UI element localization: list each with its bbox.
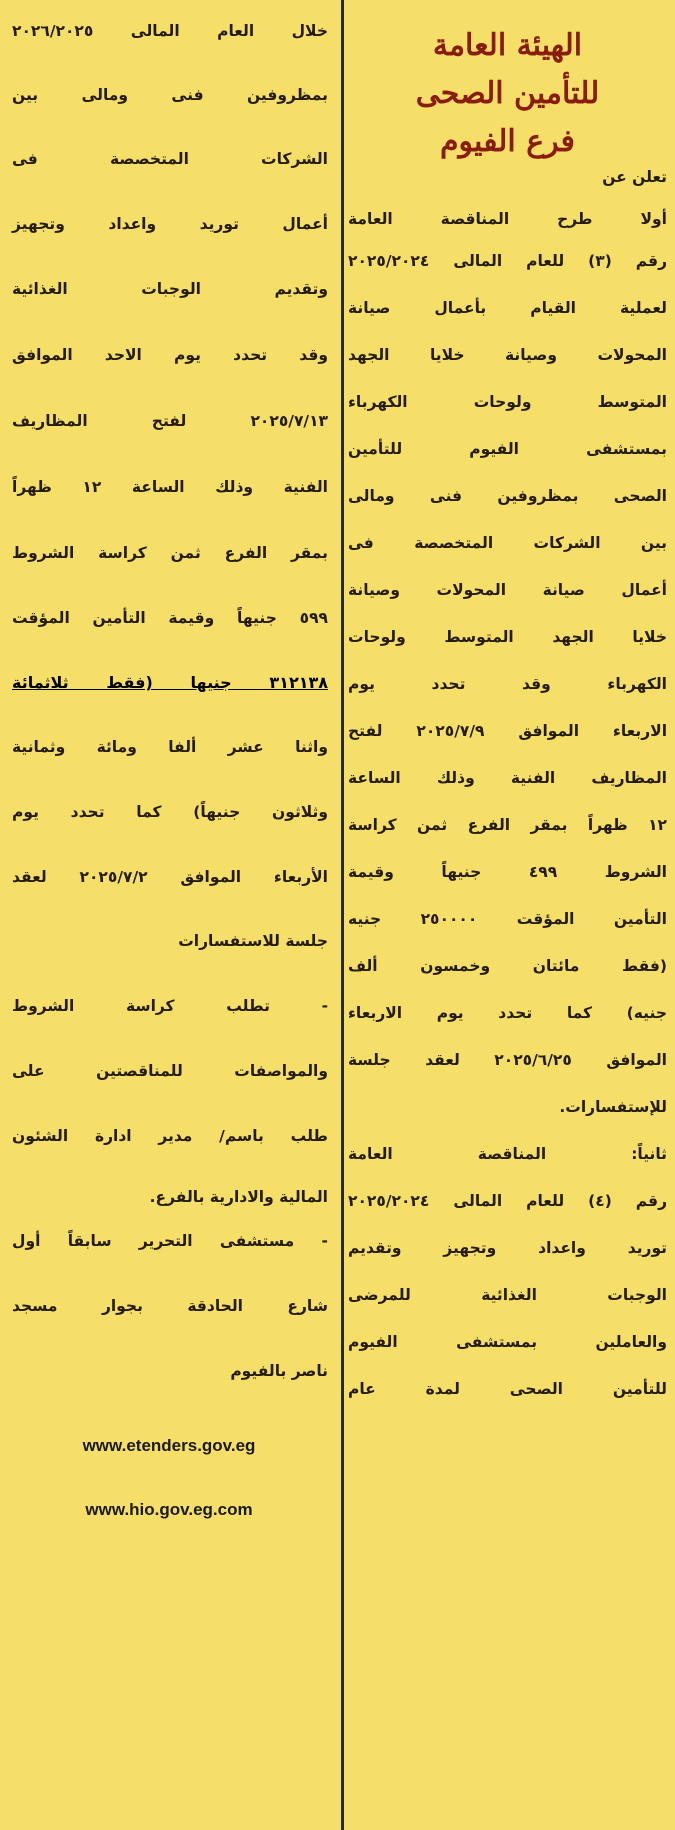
right-line: رقم (٣) للعام المالى ٢٠٢٥/٢٠٢٤ — [348, 252, 667, 270]
left-line: جلسة للاستفسارات — [178, 932, 328, 950]
right-line: الوجبات الغذائية للمرضى — [348, 1286, 667, 1304]
right-line: رقم (٤) للعام المالى ٢٠٢٥/٢٠٢٤ — [348, 1192, 667, 1210]
left-line: - مستشفى التحرير سابقاً أول — [12, 1232, 328, 1250]
right-line: توريد واعداد وتجهيز وتقديم — [348, 1239, 667, 1257]
left-line: طلب باسم/ مدير ادارة الشئون — [12, 1127, 328, 1145]
right-line: جنيه) كما تحدد يوم الاربعاء — [348, 1004, 667, 1022]
right-line: بمستشفى الفيوم للتأمين — [348, 440, 667, 458]
right-line: (فقط مائتان وخمسون ألف — [348, 957, 667, 975]
left-line: - تطلب كراسة الشروط — [12, 997, 328, 1015]
right-line: المحولات وصيانة خلايا الجهد — [348, 346, 667, 364]
heading-line-2: للتأمين الصحى — [415, 76, 600, 111]
heading-line-1: الهيئة العامة — [432, 28, 583, 63]
left-line: ٥٩٩ جنيهاً وقيمة التأمين المؤقت — [12, 609, 328, 627]
left-line: الفنية وذلك الساعة ١٢ ظهراً — [12, 478, 328, 496]
right-line: الاربعاء الموافق ٢٠٢٥/٧/٩ لفتح — [348, 722, 668, 740]
right-line: والعاملين بمستشفى الفيوم — [348, 1333, 667, 1351]
right-line: للإستفسارات. — [559, 1098, 667, 1116]
left-line: ٢٠٢٥/٧/١٣ لفتح المظاريف — [12, 412, 328, 430]
right-line: لعملية القيام بأعمال صيانة — [348, 299, 667, 317]
right-line: خلايا الجهد المتوسط ولوحات — [348, 628, 667, 646]
right-line: الصحى بمظروفين فنى ومالى — [348, 487, 667, 505]
left-line: الأربعاء الموافق ٢٠٢٥/٧/٢ لعقد — [12, 868, 328, 886]
left-line-emphasis: ٣١٢١٣٨ جنيها (فقط ثلاثمائة — [12, 673, 328, 692]
right-line: الموافق ٢٠٢٥/٦/٢٥ لعقد جلسة — [348, 1051, 667, 1069]
left-line: وقد تحدد يوم الاحد الموافق — [12, 346, 328, 364]
right-line: أعمال صيانة المحولات وصيانة — [348, 581, 667, 599]
right-line: الكهرباء وقد تحدد يوم — [348, 675, 667, 693]
right-line: التأمين المؤقت ٢٥٠٠٠٠ جنيه — [348, 910, 667, 928]
left-line: الشركات المتخصصة فى — [12, 150, 328, 168]
left-line: ناصر بالفيوم — [230, 1362, 328, 1380]
right-line: للتأمين الصحى لمدة عام — [348, 1380, 667, 1398]
column-divider — [341, 0, 344, 1830]
right-line: أولا طرح المناقصة العامة — [348, 210, 667, 228]
left-line: والمواصفات للمناقصتين على — [12, 1062, 328, 1080]
left-line: وثلاثون جنيهاً) كما تحدد يوم — [12, 803, 328, 821]
left-line: خلال العام المالى ٢٠٢٦/٢٠٢٥ — [12, 22, 328, 40]
left-line: المالية والادارية بالفرع. — [149, 1188, 328, 1206]
right-line: ١٢ ظهراً بمقر الفرع ثمن كراسة — [348, 816, 667, 834]
right-line: بين الشركات المتخصصة فى — [348, 534, 667, 552]
left-line: أعمال توريد واعداد وتجهيز — [12, 215, 328, 233]
left-line: بمظروفين فنى ومالى بين — [12, 86, 328, 104]
right-line: تعلن عن — [602, 168, 667, 186]
etenders-url[interactable]: www.etenders.gov.eg — [82, 1436, 256, 1455]
left-line: بمقر الفرع ثمن كراسة الشروط — [12, 544, 328, 562]
right-line: المظاريف الفنية وذلك الساعة — [348, 769, 667, 787]
hio-url[interactable]: www.hio.gov.eg.com — [85, 1500, 253, 1519]
left-line: واثنا عشر ألفا ومائة وثمانية — [12, 738, 328, 756]
left-line: وتقديم الوجبات الغذائية — [12, 280, 328, 298]
left-line: شارع الحادقة بجوار مسجد — [12, 1297, 328, 1315]
right-line: المتوسط ولوحات الكهرباء — [348, 393, 667, 411]
heading-line-3: فرع الفيوم — [439, 124, 575, 159]
right-line: ثانياً: المناقصة العامة — [348, 1145, 667, 1163]
right-line: الشروط ٤٩٩ جنيهاً وقيمة — [348, 863, 667, 881]
